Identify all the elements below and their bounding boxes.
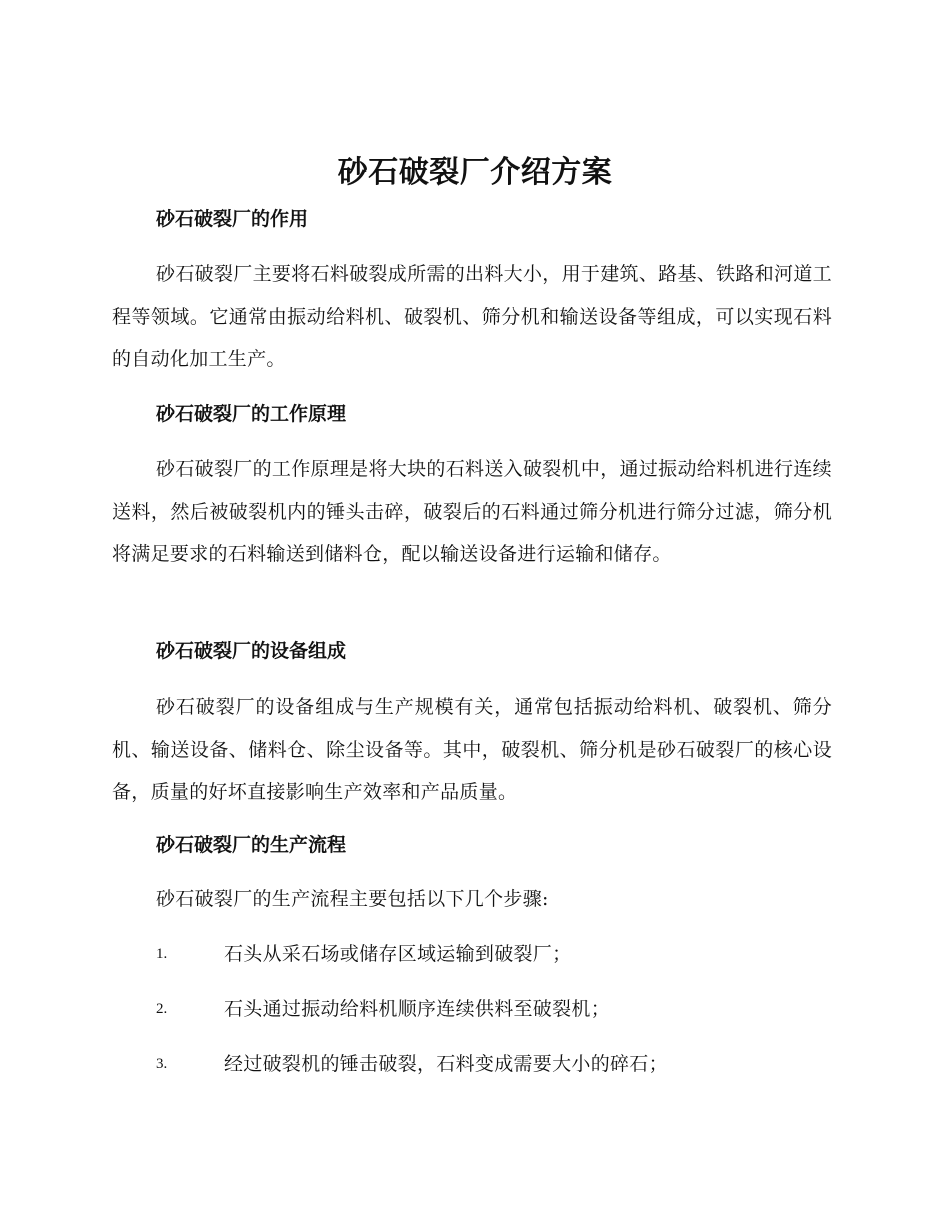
section-heading-process: 砂石破裂厂的生产流程	[156, 834, 347, 856]
list-item-number: 2.	[156, 1001, 168, 1017]
section-body-principle: 砂石破裂厂的工作原理是将大块的石料送入破裂机中，通过振动给料机进行连续送料，然后被破裂机内的锤头击碎，破裂后的石料通过筛分机进行筛分过滤，筛分机将满足要求的石料输送到储料仓，配以输送设备进行运输和储存。	[112, 458, 832, 565]
list-item-text: 石头通过振动给料机顺序连续供料至破裂机；	[224, 998, 611, 1020]
list-item-number: 1.	[156, 946, 168, 962]
section-body-equipment: 砂石破裂厂的设备组成与生产规模有关，通常包括振动给料机、破裂机、筛分机、输送设备、储料仓、除尘设备等。其中，破裂机、筛分机是砂石破裂厂的核心设备，质量的好坏直接影响生产效率和产品质量。	[112, 696, 832, 803]
section-body-process: 砂石破裂厂的生产流程主要包括以下几个步骤:	[156, 888, 549, 910]
list-item	[156, 994, 836, 1024]
list-item	[156, 1049, 836, 1079]
section-heading-role: 砂石破裂厂的作用	[156, 208, 309, 230]
list-item-text: 经过破裂机的锤击破裂，石料变成需要大小的碎石；	[224, 1053, 668, 1075]
document-title: 砂石破裂厂介绍方案	[337, 155, 613, 190]
section-heading-principle: 砂石破裂厂的工作原理	[156, 403, 347, 425]
section-body-role: 砂石破裂厂主要将石料破裂成所需的出料大小，用于建筑、路基、铁路和河道工程等领域。它通常由振动给料机、破裂机、筛分机和输送设备等组成，可以实现石料的自动化加工生产。	[112, 263, 832, 370]
list-item	[156, 939, 836, 969]
list-item-number: 3.	[156, 1056, 168, 1072]
section-heading-equipment: 砂石破裂厂的设备组成	[156, 640, 347, 662]
list-item-text: 石头从采石场或储存区域运输到破裂厂；	[224, 943, 572, 965]
